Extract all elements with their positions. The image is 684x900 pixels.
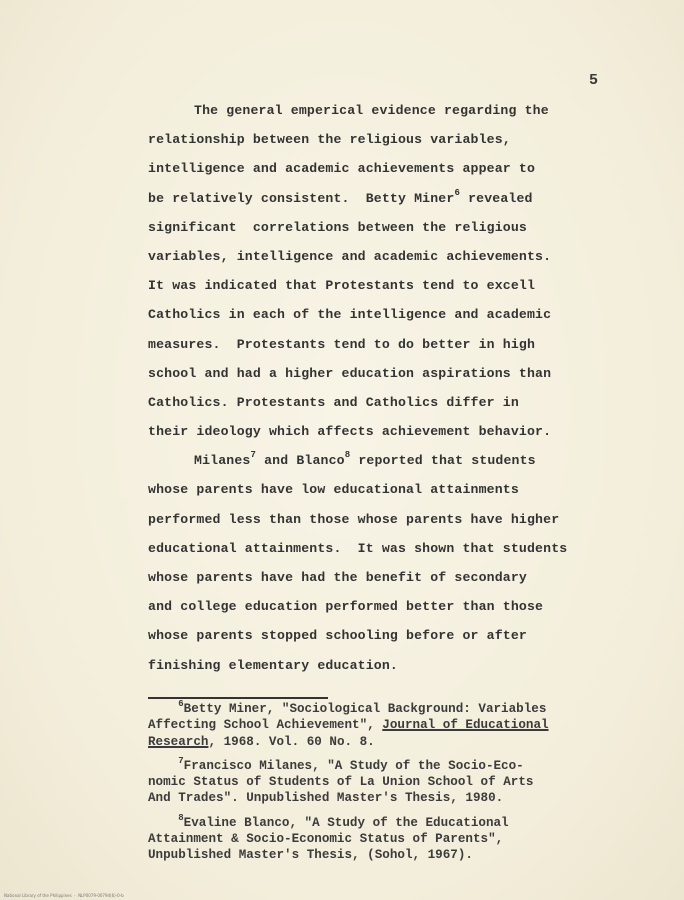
text-span: revealed	[460, 190, 533, 206]
paragraph-1-line-6: variables, intelligence and academic achievements.	[148, 248, 552, 264]
paragraph-2-line-5: whose parents have had the benefit of secondary	[148, 570, 527, 585]
paragraph-2-line-6: and college education performed better than those	[148, 599, 544, 615]
body-text	[148, 96, 618, 680]
paragraph-1-line-9: measures. Protestants tend to do better in high	[148, 336, 536, 352]
journal-title-cont: Research	[148, 734, 209, 749]
paragraph-1-line-5: significant correlations between the religious	[148, 219, 527, 235]
paragraph-1-line-2: relationship between the religious variables,	[148, 132, 511, 148]
paragraph-1-line-1: The general emperical evidence regarding the	[194, 103, 549, 118]
paragraph-1-line-3: intelligence and academic achievements appear to	[148, 161, 536, 177]
paragraph-2-line-7: whose parents stopped schooling before or after	[148, 628, 527, 644]
footnote-ref-6: 6	[454, 187, 460, 198]
footnote-mark: 7	[178, 755, 184, 766]
footnote-line	[148, 812, 638, 831]
text-span: Milanes	[194, 453, 251, 469]
text-span: Francisco Milanes, "A Study of the Socio-Eco-	[183, 758, 524, 773]
footnote-line	[148, 701, 638, 717]
footnote-line	[148, 734, 638, 750]
text-span: be relatively consistent. Betty Miner	[148, 190, 455, 206]
footnotes	[148, 701, 638, 872]
paragraph-2-line-3: performed less than those whose parents have higher	[148, 511, 560, 527]
footnote-mark: 8	[178, 812, 184, 823]
footnote-mark: 6	[178, 699, 184, 709]
journal-title: Journal of Educational	[382, 718, 549, 733]
text-span: Affecting School Achievement",	[148, 718, 383, 733]
paragraph-2-line-8: finishing elementary education.	[148, 657, 398, 673]
footnote-7	[148, 755, 638, 807]
paragraph-2-line-2: whose parents have low educational attainments	[148, 482, 519, 498]
footnote-6	[148, 701, 638, 750]
footnote-line: nomic Status of Students of La Union School of Arts	[148, 775, 534, 790]
scan-footer: National Library of the Philippines · NLP0079-00794(6)-0-b	[4, 893, 124, 898]
text-span: Evaline Blanco, "A Study of the Educational	[183, 815, 509, 830]
paragraph-1-line-8: Catholics in each of the intelligence and academic	[148, 307, 552, 323]
footnote-line	[148, 717, 638, 733]
footnote-line: Attainment & Socio-Economic Status of Parents",	[148, 832, 504, 847]
page-number: 5	[589, 72, 599, 89]
paragraph-1-line-10: school and had a higher education aspirations than	[148, 365, 552, 381]
paragraph-2-line-4: educational attainments. It was shown that students	[148, 540, 568, 556]
footnote-line: Unpublished Master's Thesis, (Sohol, 1967).	[148, 848, 473, 863]
paragraph-1-line-7: It was indicated that Protestants tend to excell	[148, 278, 536, 294]
text-span: Betty Miner, "Sociological Background: Variables	[183, 702, 547, 716]
footnote-ref-7: 7	[250, 450, 257, 461]
paragraph-2-line-1	[148, 446, 618, 475]
footnote-line: And Trades". Unpublished Master's Thesis, 1980.	[148, 791, 504, 806]
footnote-ref-8: 8	[344, 450, 351, 461]
paragraph-1-line-12: their ideology which affects achievement behavior.	[148, 424, 552, 440]
footnote-divider	[148, 697, 328, 699]
text-span: reported that students	[350, 453, 536, 469]
text-span: , 1968. Vol. 60 No. 8.	[208, 734, 375, 749]
footnote-8	[148, 812, 638, 864]
paragraph-1-line-4	[148, 184, 618, 213]
paragraph-1-line-11: Catholics. Protestants and Catholics differ in	[148, 394, 519, 410]
text-span: and Blanco	[256, 453, 345, 469]
footnote-line	[148, 755, 638, 774]
